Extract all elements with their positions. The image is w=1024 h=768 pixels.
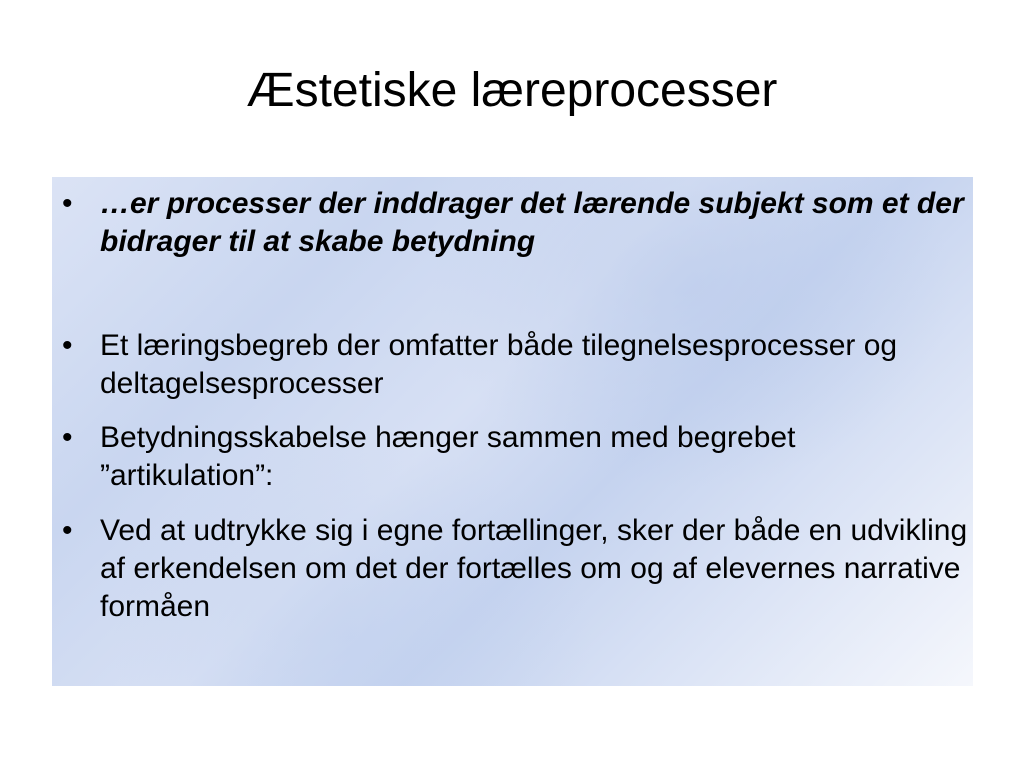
bullet-marker: • <box>62 187 73 220</box>
bullet-text: Betydningsskabelse hænger sammen med begrebet ”artikulation”: <box>100 421 796 492</box>
bullet-text: Ved at udtrykke sig i egne fortællinger, sker der både en udvikling af erkendelsen om det der fortælles om og af elevernes narrative formåen <box>100 514 968 623</box>
bullet-text: …er processer der inddrager det lærende subjekt som et der bidrager til at skabe betydning <box>100 187 964 258</box>
content-box <box>52 177 973 686</box>
slide-title: Æstetiske læreprocesser <box>246 64 778 117</box>
bullet-text: Et læringsbegreb der omfatter både tilegnelsesprocesser og deltagelsesprocesser <box>100 329 898 400</box>
bullet-marker: • <box>62 421 73 454</box>
bullet-marker: • <box>62 514 73 547</box>
bullet-marker: • <box>62 329 73 362</box>
